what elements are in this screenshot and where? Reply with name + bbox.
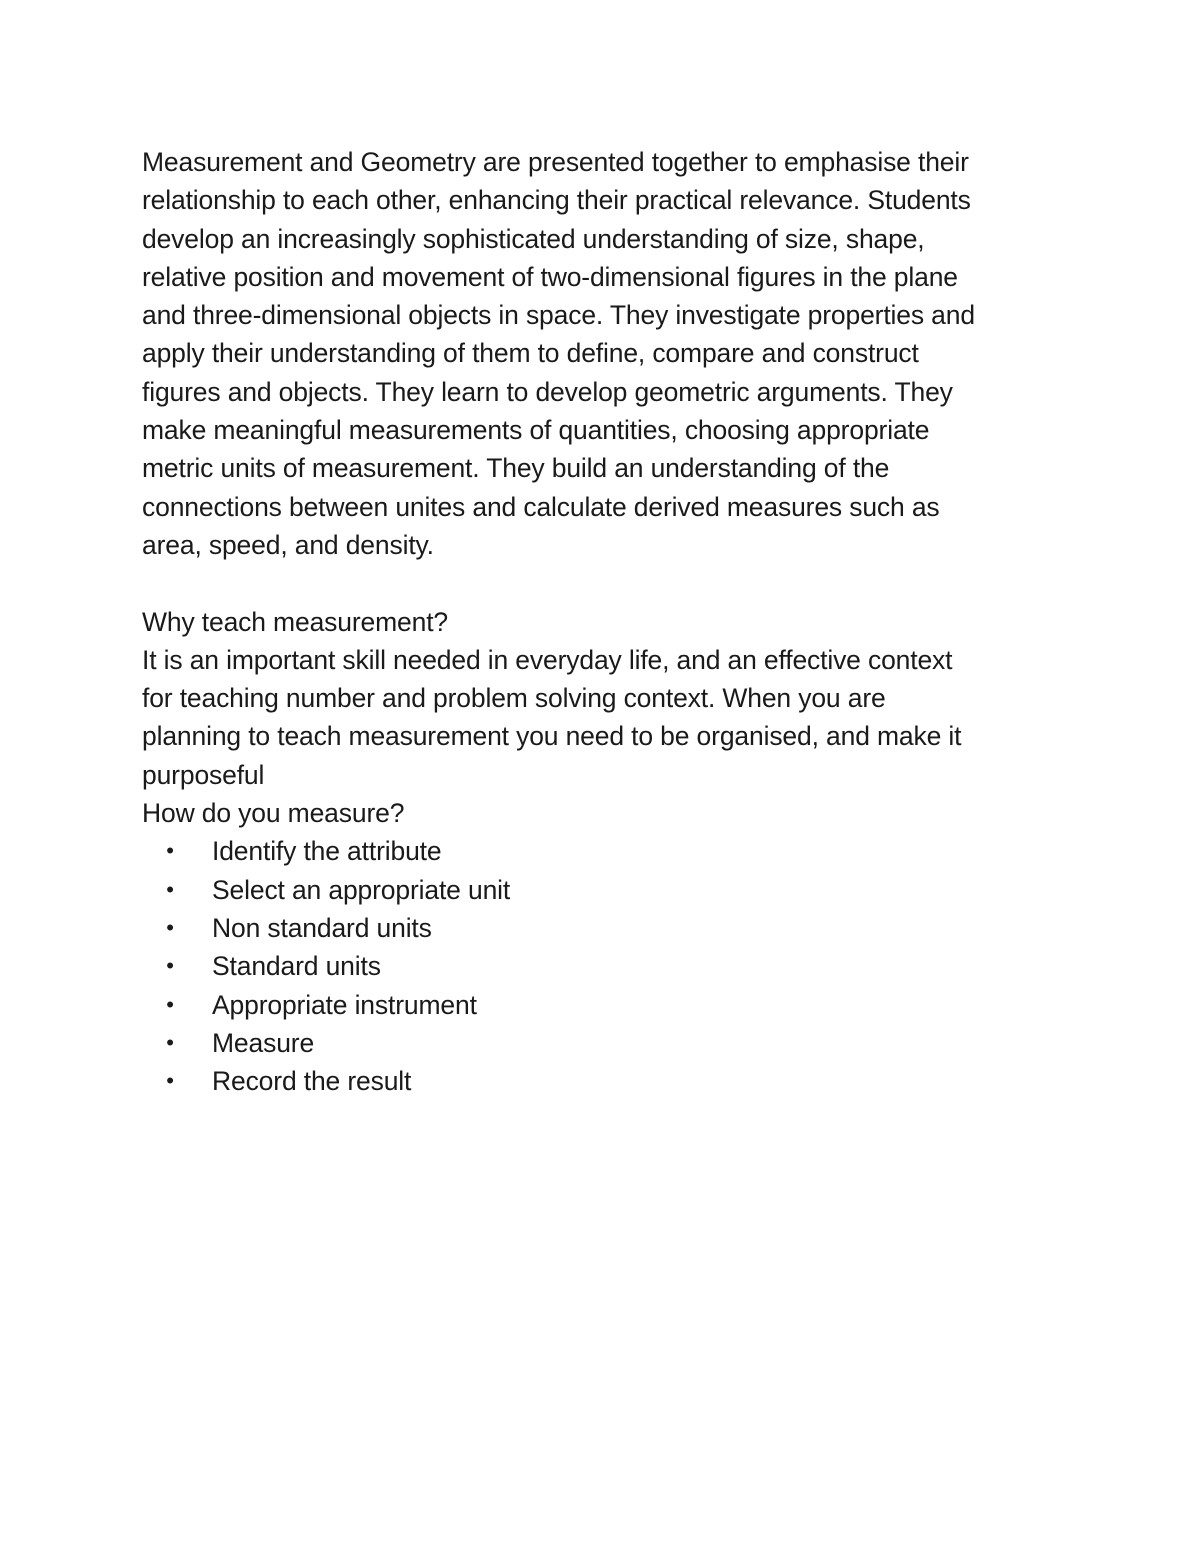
document-page — [142, 143, 1072, 1100]
list-item — [142, 1062, 1072, 1100]
bullet-icon: • — [166, 914, 174, 940]
text-line: and three-dimensional objects in space. They investigate properties and — [142, 300, 975, 331]
text-line: area, speed, and density. — [142, 529, 434, 560]
text-line: purposeful — [142, 759, 265, 790]
paragraph-spacer — [142, 564, 1072, 602]
list-item-text: Record the result — [212, 1066, 412, 1097]
text-line: relative position and movement of two-dimensional figures in the plane — [142, 261, 958, 292]
text-line: relationship to each other, enhancing their practical relevance. Students — [142, 185, 971, 216]
list-item-text: Select an appropriate unit — [212, 874, 511, 905]
text-line: metric units of measurement. They build an understanding of the — [142, 453, 890, 484]
intro-paragraph — [142, 143, 1072, 564]
text-line: figures and objects. They learn to develop geometric arguments. They — [142, 376, 953, 407]
how-heading — [142, 794, 1072, 832]
bullet-icon: • — [166, 838, 174, 864]
text-line: for teaching number and problem solving context. When you are — [142, 683, 886, 714]
list-item — [142, 832, 1072, 870]
list-item — [142, 871, 1072, 909]
text-line: apply their understanding of them to define, compare and construct — [142, 338, 919, 369]
bullet-icon: • — [166, 991, 174, 1017]
text-line: It is an important skill needed in everyday life, and an effective context — [142, 644, 953, 675]
text-line: connections between unites and calculate derived measures such as — [142, 491, 940, 522]
list-item — [142, 909, 1072, 947]
list-item — [142, 986, 1072, 1024]
measurement-steps-list — [142, 832, 1072, 1100]
text-line: planning to teach measurement you need to be organised, and make it — [142, 721, 962, 752]
bullet-icon: • — [166, 876, 174, 902]
why-paragraph — [142, 641, 1072, 794]
text-line: make meaningful measurements of quantities, choosing appropriate — [142, 415, 930, 446]
text-line: Measurement and Geometry are presented together to emphasise their — [142, 147, 969, 177]
text-line: develop an increasingly sophisticated understanding of size, shape, — [142, 223, 925, 254]
bullet-icon: • — [166, 1029, 174, 1055]
bullet-icon: • — [166, 953, 174, 979]
list-item-text: Standard units — [212, 951, 381, 982]
why-heading-text: Why teach measurement? — [142, 606, 449, 637]
bullet-icon: • — [166, 1068, 174, 1094]
list-item — [142, 1024, 1072, 1062]
why-heading — [142, 603, 1072, 641]
list-item-text: Measure — [212, 1027, 315, 1058]
list-item-text: Identify the attribute — [212, 836, 442, 867]
list-item-text: Appropriate instrument — [212, 989, 477, 1020]
how-heading-text: How do you measure? — [142, 798, 405, 829]
list-item-text: Non standard units — [212, 912, 432, 943]
list-item — [142, 947, 1072, 985]
